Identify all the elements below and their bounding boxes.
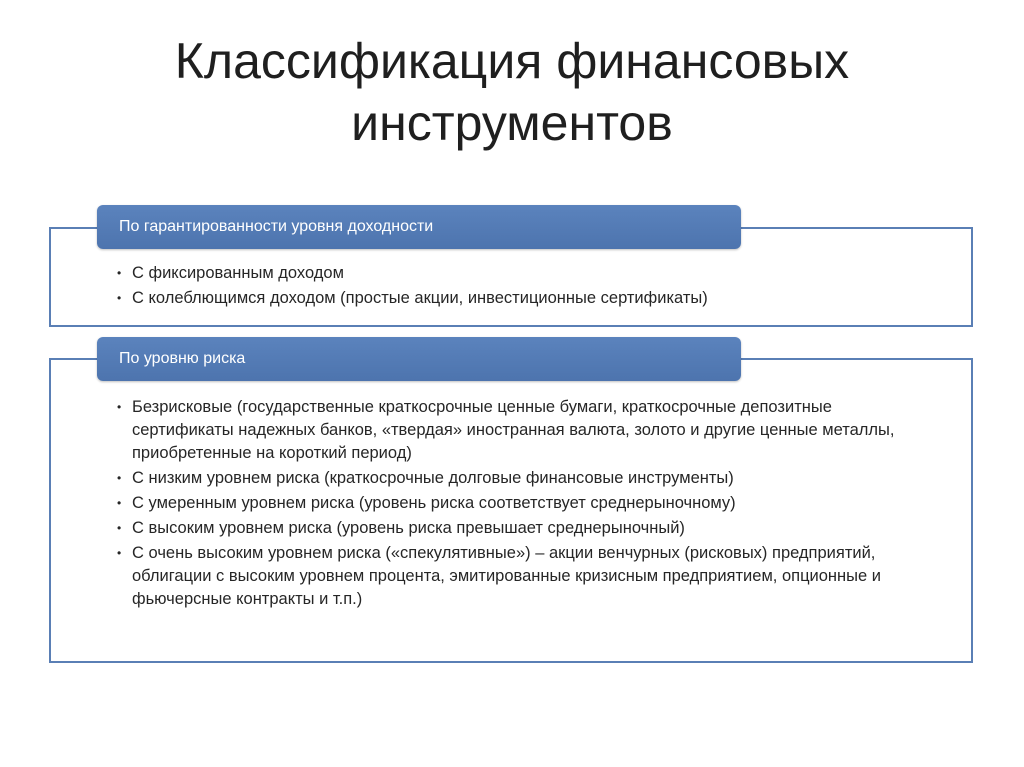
bullet-icon: • bbox=[117, 266, 122, 280]
bullet-icon: • bbox=[117, 521, 122, 535]
list-item-text: С умеренным уровнем риска (уровень риска соответствует среднерыночному) bbox=[132, 494, 736, 512]
section-list-risk-level bbox=[113, 396, 933, 613]
list-item bbox=[113, 467, 933, 490]
section-header-yield-guarantee: По гарантированности уровня доходности bbox=[97, 205, 741, 249]
list-item bbox=[113, 492, 933, 515]
section-list-yield-guarantee bbox=[113, 262, 953, 312]
bullet-icon: • bbox=[117, 291, 122, 305]
list-item-text: С низким уровнем риска (краткосрочные долговые финансовые инструменты) bbox=[132, 469, 734, 487]
page-title-line-1: Классификация финансовых bbox=[174, 33, 850, 89]
list-item-text: Безрисковые (государственные краткосрочные ценные бумаги, краткосрочные депозитные сертификаты надежных банков, «твердая» иностранная валюта, золото и другие ценные металлы, приобретенные на короткий период) bbox=[132, 398, 895, 462]
page-title-line-2: инструментов bbox=[351, 95, 673, 151]
list-item-text: С очень высоким уровнем риска («спекулятивные») – акции венчурных (рисковых) предприятий, облигации с высоким уровнем процента, эмитированные кризисным предприятием, опционные и фьючерсные контракты и т.п.) bbox=[132, 544, 881, 608]
list-item-text: С фиксированным доходом bbox=[132, 264, 344, 282]
bullet-icon: • bbox=[117, 496, 122, 510]
list-item bbox=[113, 396, 933, 465]
list-item bbox=[113, 517, 933, 540]
list-item-text: С высоким уровнем риска (уровень риска превышает среднерыночный) bbox=[132, 519, 685, 537]
bullet-icon: • bbox=[117, 400, 122, 414]
list-item-text: С колеблющимся доходом (простые акции, инвестиционные сертификаты) bbox=[132, 289, 708, 307]
bullet-icon: • bbox=[117, 471, 122, 485]
list-item bbox=[113, 262, 953, 285]
section-header-risk-level: По уровню риска bbox=[97, 337, 741, 381]
list-item bbox=[113, 287, 953, 310]
bullet-icon: • bbox=[117, 546, 122, 560]
list-item bbox=[113, 542, 933, 611]
page-title bbox=[0, 30, 1024, 154]
